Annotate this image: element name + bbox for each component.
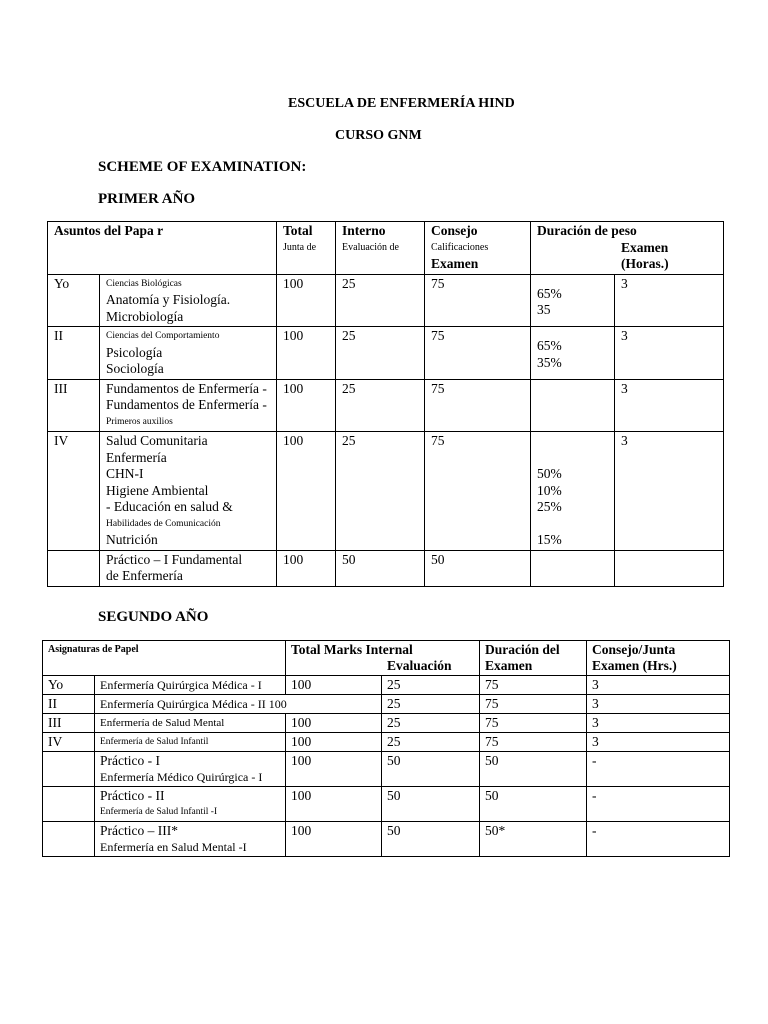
row-internal: 25 — [336, 327, 425, 380]
header-total: Total Junta de — [277, 222, 336, 275]
header-council: Consejo/Junta Examen (Hrs.) — [587, 641, 730, 676]
table-row — [43, 822, 730, 857]
table-row — [48, 550, 724, 586]
row-council: 75 — [480, 676, 587, 695]
row-subject: Fundamentos de Enfermería - Fundamentos de Enfermería - Primeros auxilios — [100, 379, 277, 432]
header-duration-weight: Duración de peso Examen (Horas.) — [531, 222, 724, 275]
row-internal: 25 — [336, 274, 425, 327]
row-internal: 25 — [382, 714, 480, 733]
row-internal: 25 — [336, 432, 425, 551]
row-total: 100 — [277, 274, 336, 327]
header-internal: Interno Evaluación de — [336, 222, 425, 275]
row-subject: Práctico – III* Enfermería en Salud Mental -I — [95, 822, 286, 857]
scheme-heading: SCHEME OF EXAMINATION: — [98, 159, 307, 175]
row-hours: 3 — [615, 274, 724, 327]
row-subject: Salud Comunitaria Enfermería CHN-I Higiene Ambiental - Educación en salud & Habilidades de Comunicación Nutrición — [100, 432, 277, 551]
row-number: II — [48, 327, 100, 380]
table-header-row — [43, 641, 730, 676]
row-internal: 50 — [336, 550, 425, 586]
table-row — [48, 274, 724, 327]
row-internal: 25 — [382, 695, 480, 714]
row-number — [48, 550, 100, 586]
row-council: 75 — [425, 327, 531, 380]
table-row — [43, 733, 730, 752]
row-subject: Ciencias del Comportamiento Psicología Sociología — [100, 327, 277, 380]
row-total: 100 — [277, 379, 336, 432]
row-number — [43, 822, 95, 857]
row-weight: 50% 10% 25% 15% — [531, 432, 615, 551]
row-hours: - — [587, 822, 730, 857]
row-hours: 3 — [587, 676, 730, 695]
row-subject: Enfermería de Salud Mental — [95, 714, 286, 733]
row-hours: 3 — [587, 695, 730, 714]
row-total: 100 — [286, 787, 382, 822]
row-internal: 25 — [336, 379, 425, 432]
row-number: Yo — [43, 676, 95, 695]
row-subject: Ciencias Biológicas Anatomía y Fisiología. Microbiología — [100, 274, 277, 327]
table-header-row — [48, 222, 724, 275]
header-subjects: Asuntos del Papa r — [48, 222, 277, 275]
row-subject: Práctico – I Fundamental de Enfermería — [100, 550, 277, 586]
row-total: 100 — [277, 550, 336, 586]
row-internal: 50 — [382, 822, 480, 857]
row-internal: 50 — [382, 787, 480, 822]
row-number: IV — [43, 733, 95, 752]
row-internal: 50 — [382, 752, 480, 787]
header-duration: Duración del Examen — [480, 641, 587, 676]
row-subject: Enfermería Quirúrgica Médica - I — [95, 676, 286, 695]
row-internal: 25 — [382, 733, 480, 752]
row-subject: Enfermería Quirúrgica Médica - II 100 — [95, 695, 382, 714]
course-title: CURSO GNM — [335, 128, 422, 143]
row-council: 50 — [425, 550, 531, 586]
table-row — [43, 752, 730, 787]
table-row — [43, 714, 730, 733]
row-total: 100 — [286, 714, 382, 733]
row-number: III — [43, 714, 95, 733]
header-total-internal: Total Marks Internal Evaluación — [286, 641, 480, 676]
table-row — [43, 787, 730, 822]
second-year-table — [42, 640, 730, 857]
row-weight — [531, 550, 615, 586]
school-title: ESCUELA DE ENFERMERÍA HIND — [288, 96, 515, 111]
row-hours — [615, 550, 724, 586]
header-subjects: Asignaturas de Papel — [43, 641, 286, 676]
row-council: 50 — [480, 787, 587, 822]
table-row — [48, 379, 724, 432]
row-subject: Práctico - I Enfermería Médico Quirúrgica - I — [95, 752, 286, 787]
row-hours: 3 — [587, 714, 730, 733]
row-hours: 3 — [615, 327, 724, 380]
table-row — [48, 327, 724, 380]
row-internal: 25 — [382, 676, 480, 695]
row-total: 100 — [286, 676, 382, 695]
table-row — [48, 432, 724, 551]
row-council: 50 — [480, 752, 587, 787]
row-hours: 3 — [615, 432, 724, 551]
row-total: 100 — [286, 752, 382, 787]
row-total: 100 — [277, 432, 336, 551]
row-total: 100 — [277, 327, 336, 380]
row-number: III — [48, 379, 100, 432]
row-council: 75 — [480, 733, 587, 752]
row-subject: Enfermería de Salud Infantil — [95, 733, 286, 752]
row-hours: 3 — [615, 379, 724, 432]
row-number: II — [43, 695, 95, 714]
row-hours: - — [587, 787, 730, 822]
row-hours: - — [587, 752, 730, 787]
row-council: 50* — [480, 822, 587, 857]
row-weight — [531, 379, 615, 432]
row-council: 75 — [425, 379, 531, 432]
row-weight: 65% 35 — [531, 274, 615, 327]
row-number: Yo — [48, 274, 100, 327]
row-council: 75 — [425, 432, 531, 551]
table-row — [43, 695, 730, 714]
row-weight: 65% 35% — [531, 327, 615, 380]
row-total: 100 — [286, 822, 382, 857]
row-number: IV — [48, 432, 100, 551]
second-year-heading: SEGUNDO AÑO — [98, 609, 209, 625]
table-row — [43, 676, 730, 695]
row-council: 75 — [425, 274, 531, 327]
row-number — [43, 787, 95, 822]
row-council: 75 — [480, 695, 587, 714]
first-year-heading: PRIMER AÑO — [98, 191, 196, 207]
row-hours: 3 — [587, 733, 730, 752]
row-council: 75 — [480, 714, 587, 733]
first-year-table — [47, 221, 724, 587]
row-total: 100 — [286, 733, 382, 752]
row-number — [43, 752, 95, 787]
row-subject: Práctico - II Enfermería de Salud Infantil -I — [95, 787, 286, 822]
header-council: Consejo Calificaciones Examen — [425, 222, 531, 275]
